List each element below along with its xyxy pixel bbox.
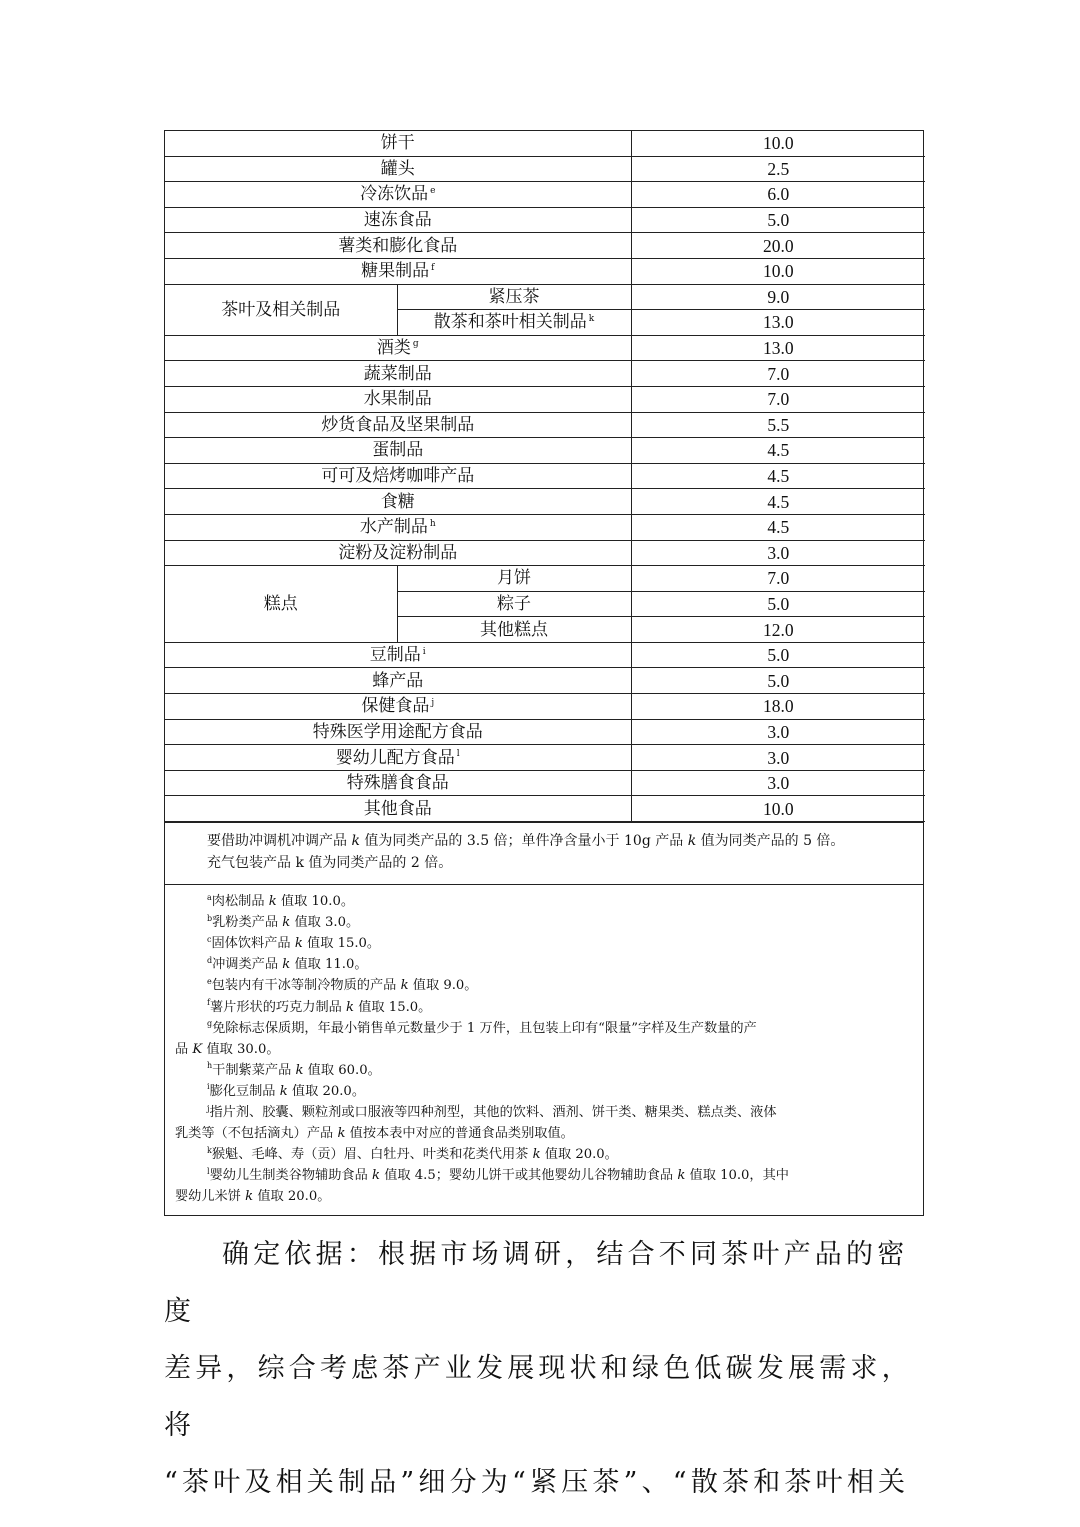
- k-value-cell: 2.5: [631, 156, 925, 182]
- table-row: [165, 207, 925, 233]
- k-value-cell: 6.0: [631, 182, 925, 208]
- footnote-h: $^h$干制紫菜产品 k 值取 60.0。: [207, 1061, 381, 1078]
- body-line-3: “茶叶及相关制品”细分为“紧压茶”、“散茶和茶叶相关: [164, 1467, 910, 1498]
- k-value-cell: 7.0: [631, 566, 925, 592]
- general-note: [165, 822, 923, 884]
- table-row: [165, 745, 925, 771]
- category-name: 炒货食品及坚果制品: [321, 414, 475, 435]
- k-value-cell: 10.0: [631, 131, 925, 156]
- category-name: 饼干: [380, 133, 415, 154]
- category-cell: [397, 617, 631, 643]
- footnote-mark: h: [429, 518, 436, 529]
- category-cell: [165, 796, 631, 822]
- category-cell: [165, 131, 631, 156]
- k-value-cell: 18.0: [631, 694, 925, 720]
- category-name: 淀粉及淀粉制品: [338, 542, 458, 563]
- category-cell: [165, 770, 631, 796]
- footnote-f: $^f$薯片形状的巧克力制品 k 值取 15.0。: [207, 998, 432, 1015]
- k-value-cell: 3.0: [631, 719, 925, 745]
- k-value-cell: 4.5: [631, 463, 925, 489]
- category-cell: [165, 386, 631, 412]
- k-value-cell: 5.0: [631, 642, 925, 668]
- category-cell: [165, 719, 631, 745]
- footnote-b: $^b$乳粉类产品 k 值取 3.0。: [207, 913, 360, 931]
- category-name: 散茶和茶叶相关制品: [433, 312, 587, 333]
- category-cell: [165, 182, 631, 208]
- footnote-a: $^a$肉松制品 k 值取 10.0。: [207, 892, 355, 910]
- category-name: 保健食品: [361, 696, 430, 717]
- category-name: 粽子: [497, 593, 531, 614]
- footnote-l: $^l$婴幼儿生制类谷物辅助食品 k 值取 4.5；婴幼儿饼干或其他婴幼儿谷物辅助食品 k 值取 10.0，其中: [207, 1166, 789, 1184]
- table-row: [165, 233, 925, 259]
- general-note-line2: 充气包装产品 k 值为同类产品的 2 倍。: [207, 855, 453, 872]
- footnote-j-cont: 乳类等（不包括滴丸）产品 k 值按本表中对应的普通食品类别取值。: [175, 1126, 574, 1142]
- footnote-mark: l: [456, 748, 460, 759]
- category-name: 婴幼儿配方食品: [335, 747, 455, 768]
- category-cell: [165, 514, 631, 540]
- category-name: 罐头: [380, 158, 415, 179]
- table-row: [165, 131, 925, 156]
- k-value-cell: 10.0: [631, 258, 925, 284]
- category-cell: [165, 642, 631, 668]
- category-name: 食糖: [380, 491, 415, 512]
- k-value-cell: 4.5: [631, 438, 925, 464]
- table-row: [165, 719, 925, 745]
- category-cell: [165, 361, 631, 387]
- body-paragraph: [164, 1226, 924, 1511]
- k-value-cell: 13.0: [631, 335, 925, 361]
- category-name: 紧压茶: [488, 286, 540, 307]
- table-row: [165, 489, 925, 515]
- category-name: 可可及焙烤咖啡产品: [321, 466, 475, 487]
- footnote-g-cont: 品 K 值取 30.0。: [175, 1041, 280, 1057]
- table-row: [165, 284, 925, 310]
- category-name: 其他糕点: [480, 619, 548, 640]
- category-name: 糖果制品: [361, 261, 430, 282]
- category-name: 速冻食品: [363, 210, 432, 231]
- general-note-line1: 要借助冲调机冲调产品 k 值为同类产品的 3.5 倍；单件净含量小于 10g 产品 k 值为同类产品的 5 倍。: [207, 833, 845, 850]
- category-cell: [165, 668, 631, 694]
- table-row: [165, 694, 925, 720]
- category-name: 薯类和膨化食品: [338, 235, 458, 256]
- category-name: 蛋制品: [372, 440, 424, 461]
- footnote-l-cont: 婴幼儿米饼 k 值取 20.0。: [175, 1189, 331, 1205]
- category-name: 其他食品: [363, 798, 432, 819]
- footnote-i: $^i$膨化豆制品 k 值取 20.0。: [207, 1082, 366, 1099]
- footnote-mark: k: [588, 313, 595, 324]
- k-value-cell: 5.0: [631, 591, 925, 617]
- table-row: [165, 566, 925, 592]
- table-row: [165, 335, 925, 361]
- category-name: 蔬菜制品: [363, 363, 432, 384]
- k-value-cell: 7.0: [631, 361, 925, 387]
- table-row: [165, 770, 925, 796]
- category-cell: [165, 335, 631, 361]
- category-cell: [165, 207, 631, 233]
- category-cell: [165, 412, 631, 438]
- category-cell: [397, 310, 631, 336]
- category-name: 水产制品: [359, 517, 428, 538]
- table-row: [165, 642, 925, 668]
- k-value-table: [164, 130, 924, 1216]
- body-line-2: 差异，综合考虑茶产业发展现状和绿色低碳发展需求，将: [164, 1353, 913, 1441]
- k-value-cell: 7.0: [631, 386, 925, 412]
- category-name: 蜂产品: [372, 670, 424, 691]
- table-row: [165, 182, 925, 208]
- footnote-mark: j: [431, 697, 435, 708]
- category-name: 水果制品: [363, 389, 432, 410]
- category-name: 冷冻饮品: [360, 184, 429, 205]
- category-name: 特殊膳食食品: [346, 773, 449, 794]
- footnote-mark: e: [430, 185, 436, 196]
- k-value-table-body: [165, 131, 925, 822]
- table-row: [165, 796, 925, 822]
- table-row: [165, 463, 925, 489]
- footnote-mark: g: [412, 339, 419, 350]
- footnote-g: $^g$免除标志保质期，年最小销售单元数量少于 1 万件，且包装上印有“限量”字样及生产数量的产: [207, 1019, 757, 1036]
- k-value-cell: 10.0: [631, 796, 925, 822]
- table-row: [165, 386, 925, 412]
- k-value-cell: 4.5: [631, 489, 925, 515]
- footnote-mark: f: [431, 262, 435, 273]
- category-cell: [397, 284, 631, 310]
- table-row: [165, 540, 925, 566]
- category-cell: [165, 489, 631, 515]
- category-cell: [397, 566, 631, 592]
- k-value-cell: 13.0: [631, 310, 925, 336]
- footnote-mark: i: [422, 646, 426, 657]
- k-value-cell: 3.0: [631, 745, 925, 771]
- k-value-cell: 3.0: [631, 770, 925, 796]
- category-name: 特殊医学用途配方食品: [312, 721, 483, 742]
- table-row: [165, 668, 925, 694]
- group-cell: 茶叶及相关制品: [165, 284, 397, 335]
- footnote-c: $^c$固体饮料产品 k 值取 15.0。: [207, 934, 381, 952]
- footnote-d: $^d$冲调类产品 k 值取 11.0。: [207, 955, 368, 973]
- k-value-cell: 5.0: [631, 668, 925, 694]
- footnotes: [165, 884, 923, 1215]
- k-value-cell: 3.0: [631, 540, 925, 566]
- category-cell: [397, 591, 631, 617]
- category-cell: [165, 156, 631, 182]
- category-name: 月饼: [497, 568, 531, 589]
- category-name: 豆制品: [369, 645, 421, 666]
- category-cell: [165, 438, 631, 464]
- table-row: [165, 258, 925, 284]
- table-row: [165, 156, 925, 182]
- category-cell: [165, 745, 631, 771]
- category-cell: [165, 258, 631, 284]
- k-value-cell: 4.5: [631, 514, 925, 540]
- category-cell: [165, 463, 631, 489]
- k-value-cell: 12.0: [631, 617, 925, 643]
- footnote-k: $^k$猴魁、毛峰、寿（贡）眉、白牡丹、叶类和花类代用茶 k 值取 20.0。: [207, 1145, 618, 1163]
- table-row: [165, 412, 925, 438]
- category-cell: [165, 233, 631, 259]
- k-value-cell: 20.0: [631, 233, 925, 259]
- group-cell: 糕点: [165, 566, 397, 643]
- k-value-cell: 9.0: [631, 284, 925, 310]
- footnote-e: $^e$包装内有干冰等制冷物质的产品 k 值取 9.0。: [207, 977, 478, 994]
- k-value-cell: 5.5: [631, 412, 925, 438]
- footnote-j: $^j$指片剂、胶囊、颗粒剂或口服液等四种剂型，其他的饮料、酒剂、饼干类、糖果类、糕点类、液体: [207, 1103, 777, 1120]
- table-row: [165, 438, 925, 464]
- category-name: 酒类: [376, 338, 411, 359]
- table-row: [165, 514, 925, 540]
- body-line-1: 确定依据：根据市场调研，结合不同茶叶产品的密度: [164, 1239, 909, 1327]
- k-value-cell: 5.0: [631, 207, 925, 233]
- table-row: [165, 361, 925, 387]
- category-cell: [165, 694, 631, 720]
- category-cell: [165, 540, 631, 566]
